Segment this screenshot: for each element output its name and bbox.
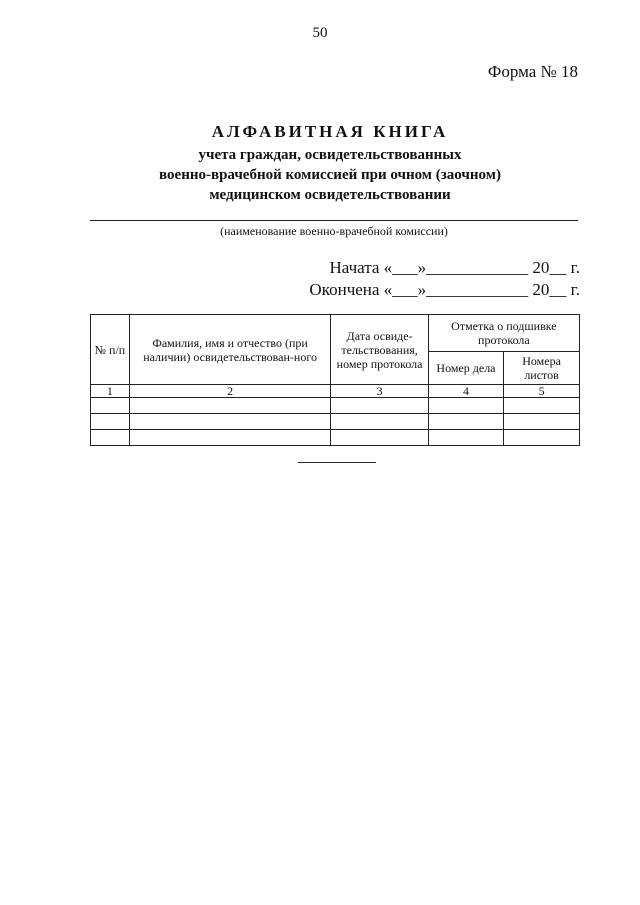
commission-name-line [90, 220, 578, 221]
column-number: 5 [504, 385, 580, 398]
column-number: 4 [428, 385, 503, 398]
column-number: 2 [129, 385, 331, 398]
register-table [90, 314, 580, 446]
column-number-row [91, 385, 580, 398]
header-mark: Отметка о подшивке протокола [428, 315, 579, 352]
title-main: АЛФАВИТНАЯ КНИГА [211, 122, 449, 141]
date-ended: Окончена «___»____________ 20__ г. [309, 280, 580, 299]
title-line-3: медицинском освидетельствовании [209, 187, 451, 203]
column-number: 3 [331, 385, 428, 398]
end-rule [298, 462, 376, 463]
header-name: Фамилия, имя и отчество (при наличии) освидетельствован-ного [129, 315, 331, 385]
column-number: 1 [91, 385, 130, 398]
table-row [91, 430, 580, 446]
document-title [90, 122, 570, 205]
header-num: № п/п [91, 315, 130, 385]
header-sheets: Номера листов [504, 352, 580, 385]
page-number: 50 [312, 25, 328, 41]
header-case: Номер дела [428, 352, 503, 385]
title-line-1: учета граждан, освидетельствованных [198, 147, 462, 163]
commission-caption: (наименование военно-врачебной комиссии) [220, 224, 448, 238]
form-number: Форма № 18 [487, 62, 578, 81]
header-date: Дата освиде-тельствования, номер протокола [331, 315, 428, 385]
table-row [91, 414, 580, 430]
table-row [91, 398, 580, 414]
date-started: Начата «___»____________ 20__ г. [329, 258, 580, 277]
title-line-2: военно-врачебной комиссией при очном (заочном) [159, 167, 501, 183]
